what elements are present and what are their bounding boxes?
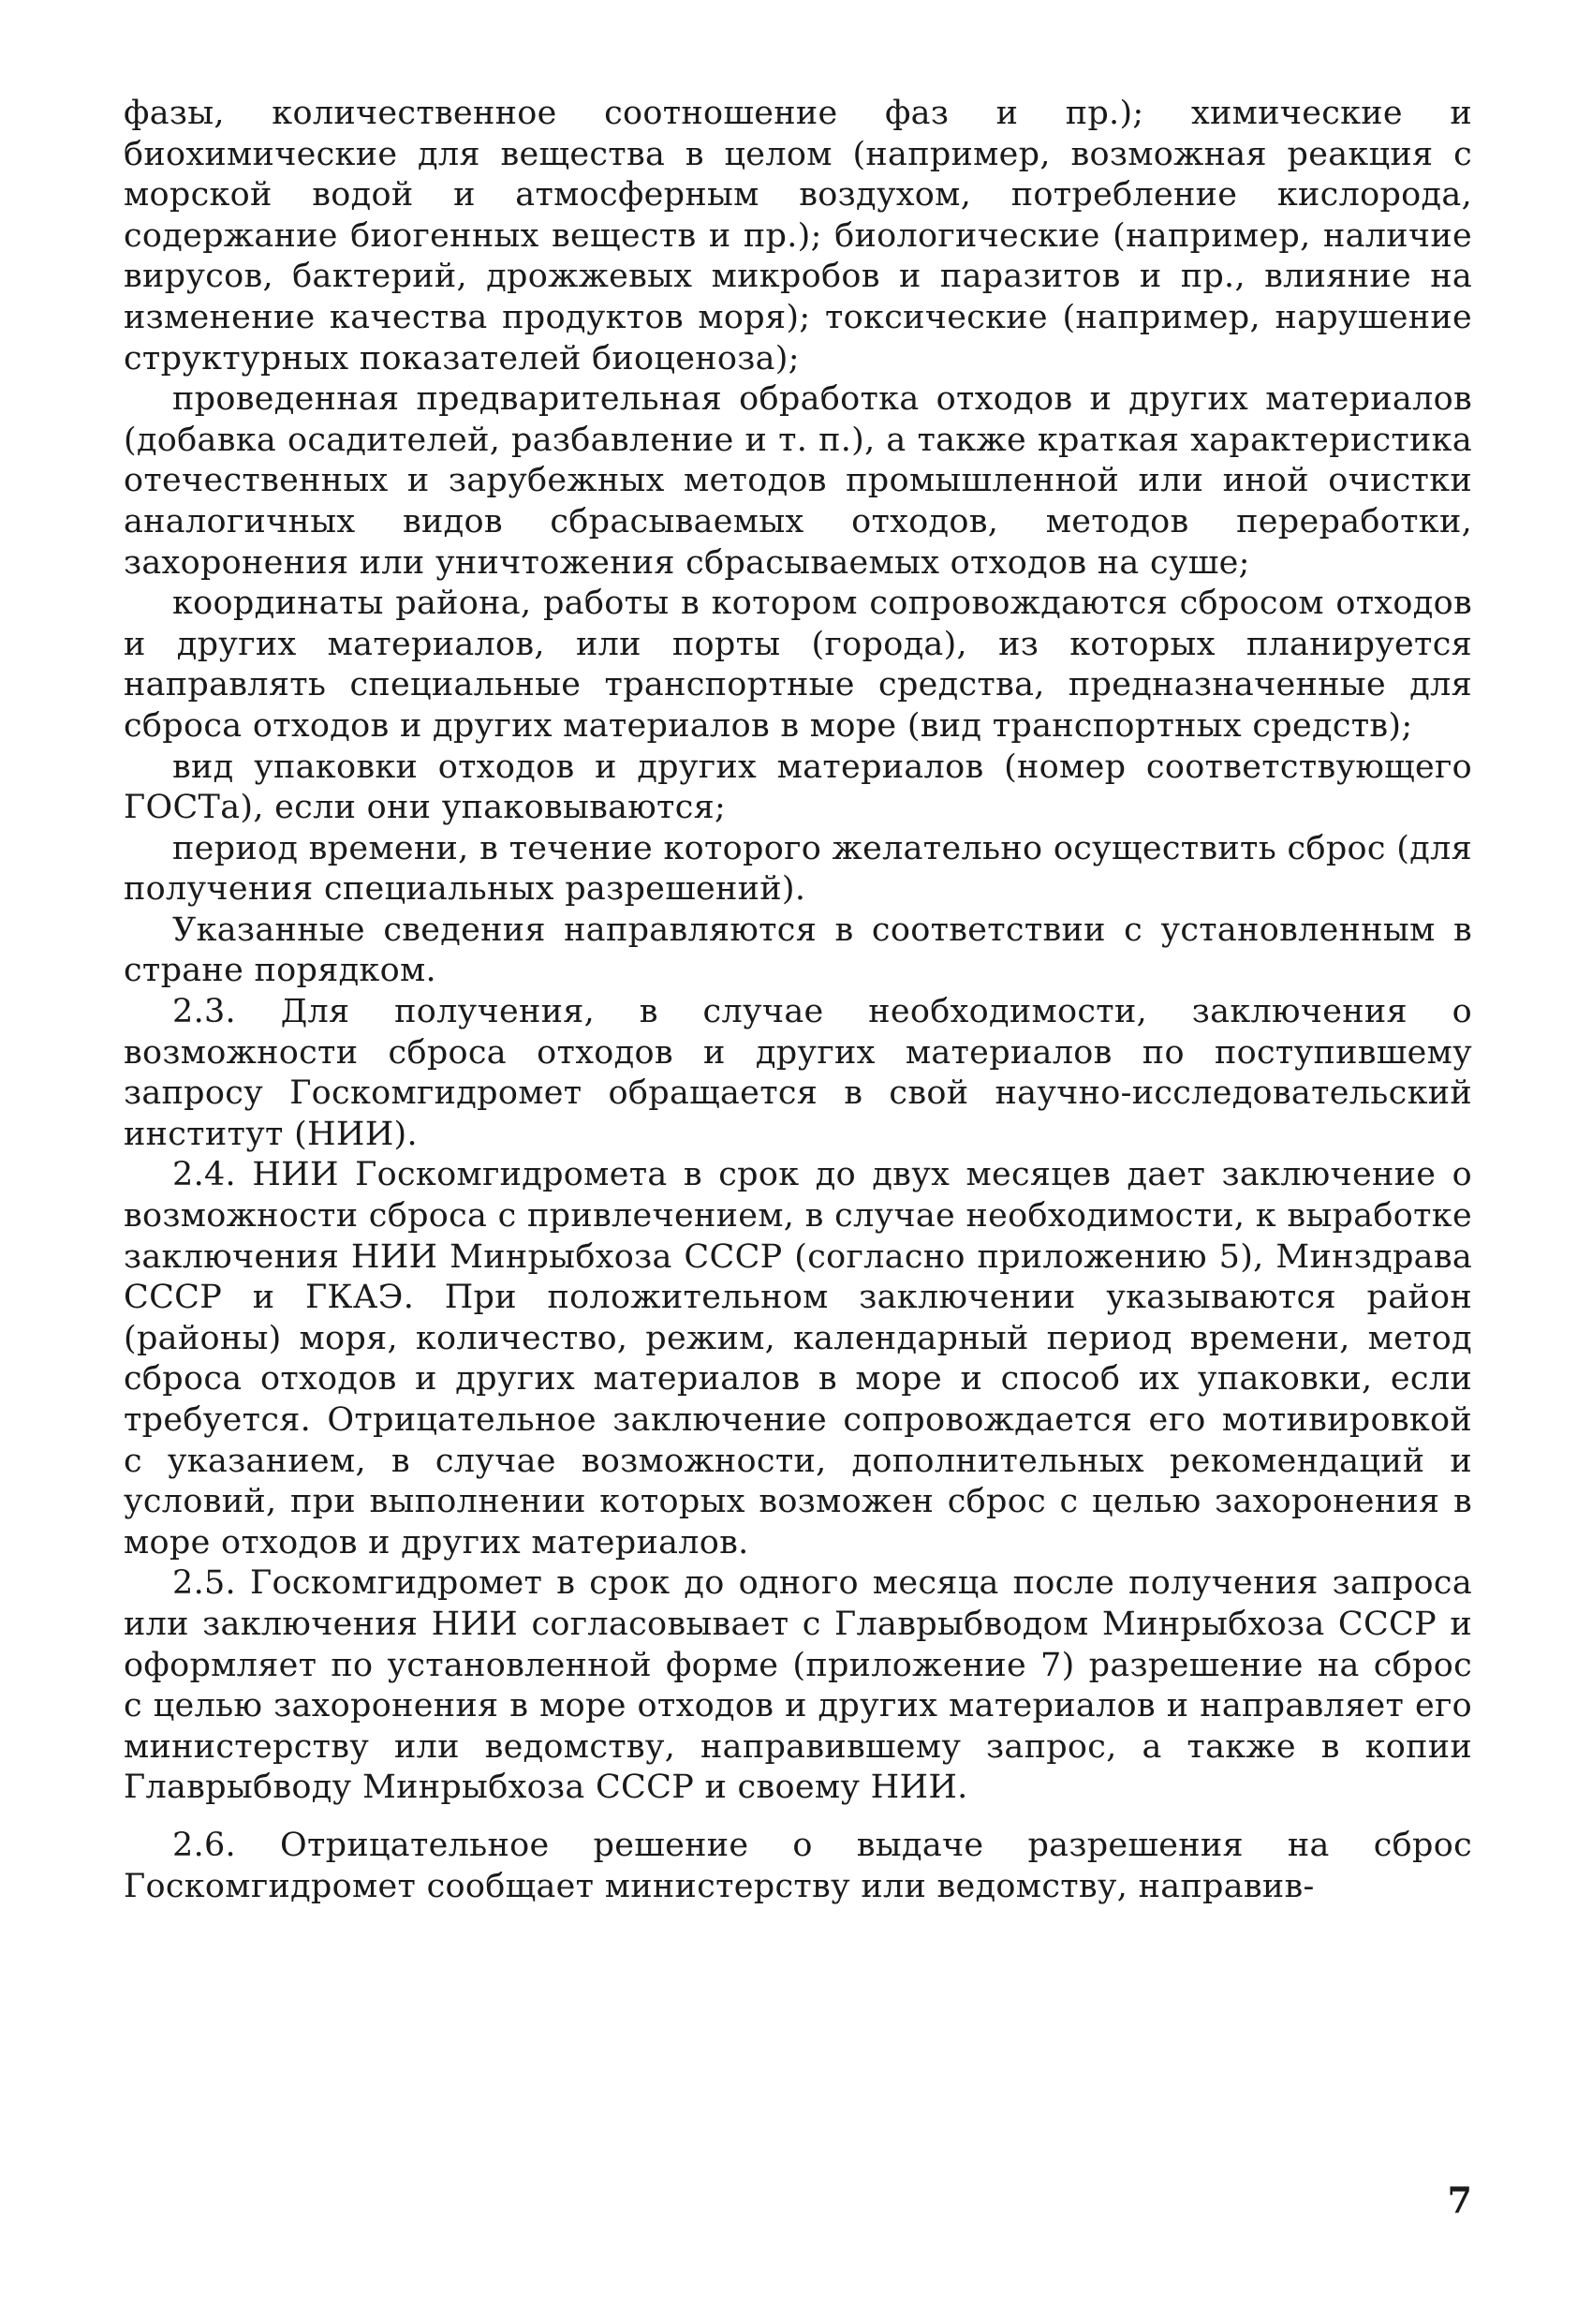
paragraph-pretreatment: проведенная предварительная обработка отходов и других материалов (добавка осадителей, разбавление и т. п.), а также краткая характеристика отечественных и зарубежных методов промышленной или иной очистки аналогичных видов сбрасываемых отходов, методов переработки, захоронения или уничтожения сбрасываемых отходов на суше; (124, 380, 1472, 582)
paragraph-packaging: вид упаковки отходов и других материалов (номер соответствующего ГОСТа), если они упаковываются; (124, 748, 1472, 827)
paragraph-section-2-5: 2.5. Госкомгидромет в срок до одного месяца после получения запроса или заключения НИИ согласовывает с Главрыбводом Минрыбхоза СССР и оформляет по установленной форме (приложение 7) разрешение на сброс с целью захоронения в море отходов и других материалов и направляет его министерству или ведомству, направившему запрос, а также в копии Главрыбводу Минрыбхоза СССР и своему НИИ. (124, 1564, 1472, 1807)
paragraph-time-period: период времени, в течение которого желательно осуществить сброс (для получения специальных разрешений). (124, 829, 1472, 909)
page-number: 7 (1447, 2179, 1472, 2221)
paragraph-property-characteristics: фазы, количественное соотношение фаз и пр.); химические и биохимические для вещества в целом (например, возможная реакция с морской водой и атмосферным воздухом, потребление кислорода, содержание биогенных веществ и пр.); биологические (например, наличие вирусов, бактерий, дрожжевых микробов и паразитов и пр., влияние на изменение качества продуктов моря); токсические (например, нарушение структурных показателей биоценоза); (124, 95, 1472, 377)
paragraph-info-sent: Указанные сведения направляются в соответствии с установленным в стране порядком. (124, 910, 1472, 990)
paragraph-section-2-6: 2.6. Отрицательное решение о выдаче разрешения на сброс Госкомгидромет сообщает министерству или ведомству, направив- (124, 1826, 1472, 1905)
document-page (124, 94, 1472, 2248)
paragraph-coordinates: координаты района, работы в котором сопровождаются сбросом отходов и других материалов, или порты (города), из которых планируется направлять специальные транспортные средства, предназначенные для сброса отходов и других материалов в море (вид транспортных средств); (124, 585, 1472, 745)
paragraph-section-2-4: 2.4. НИИ Госкомгидромета в срок до двух месяцев дает заключение о возможности сброса с привлечением, в случае необходимости, к выработке заключения НИИ Минрыбхоза СССР (согласно приложению 5), Минздрава СССР и ГКАЭ. При положительном заключении указываются район (районы) моря, количество, режим, календарный период времени, метод сброса отходов и других материалов в море и способ их упаковки, если требуется. Отрицательное заключение сопровождается его мотивировкой с указанием, в случае возможности, дополнительных рекомендаций и условий, при выполнении которых возможен сброс с целью захоронения в море отходов и других материалов. (124, 1156, 1472, 1562)
paragraph-section-2-3: 2.3. Для получения, в случае необходимости, заключения о возможности сброса отходов и других материалов по поступившему запросу Госкомгидромет обращается в свой научно-исследовательский институт (НИИ). (124, 993, 1472, 1153)
